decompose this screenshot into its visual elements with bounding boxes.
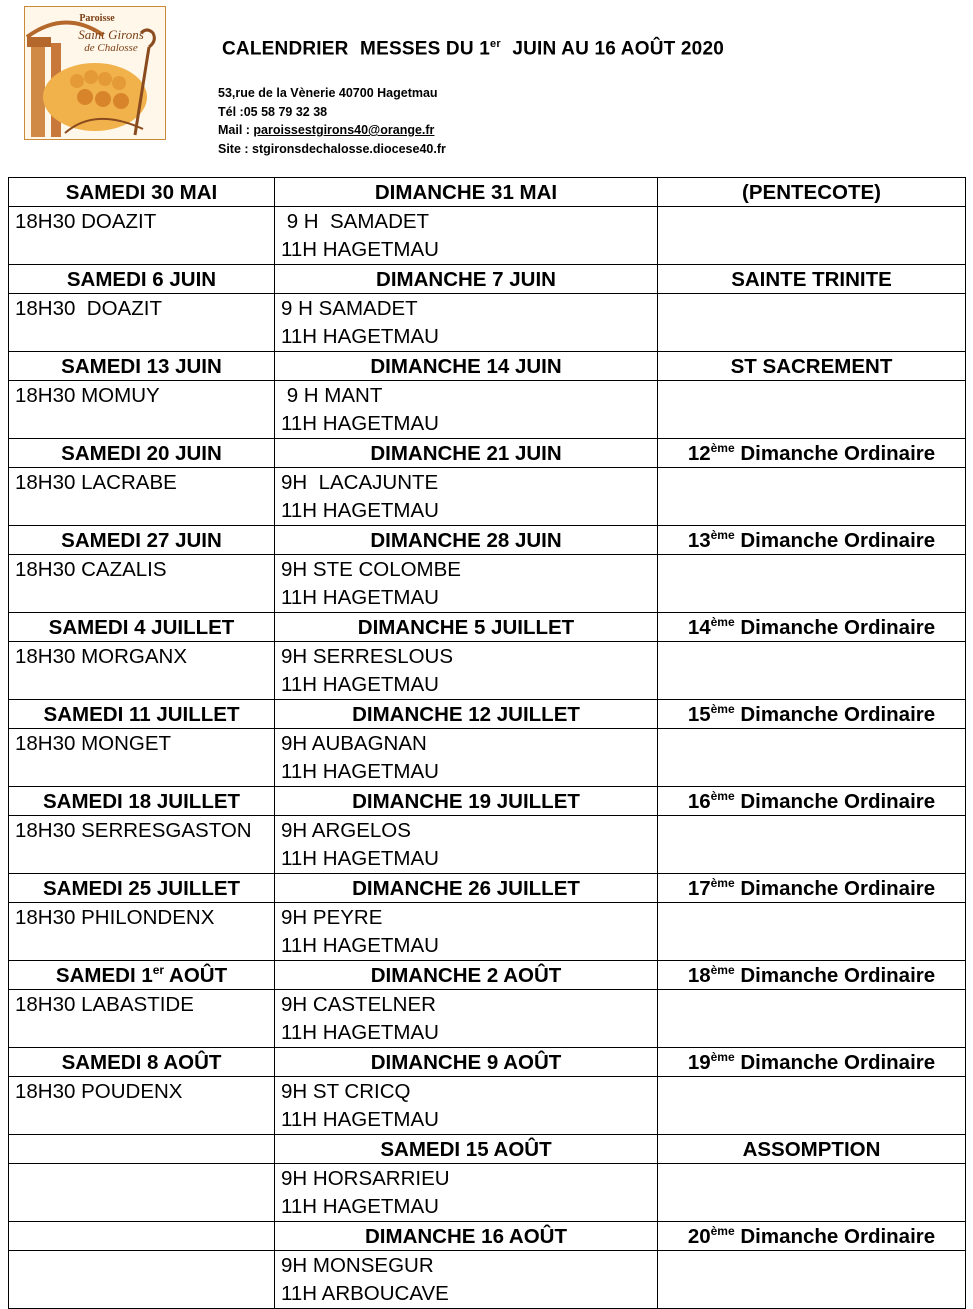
liturgical-feast: [658, 178, 966, 207]
saturday-mass: [9, 729, 275, 787]
sunday-mass-line-2: 11H HAGETMAU: [281, 499, 439, 522]
sunday-date: DIMANCHE 16 AOÛT: [275, 1222, 658, 1251]
sunday-mass-line-2: 11H ARBOUCAVE: [281, 1282, 449, 1305]
feast-notes: [658, 729, 966, 787]
sunday-mass-line-2: 11H HAGETMAU: [281, 325, 439, 348]
week-header-row: [9, 352, 966, 381]
feast-notes: [658, 381, 966, 439]
week-header-row: [9, 961, 966, 990]
sunday-mass-line-1: 9H AUBAGNAN: [281, 732, 427, 755]
saturday-date: [9, 961, 275, 990]
sunday-mass-line-2: 11H HAGETMAU: [281, 1108, 439, 1131]
sunday-mass-line-1: 9H PEYRE: [281, 906, 383, 929]
liturgical-feast: [658, 1135, 966, 1164]
saturday-mass-line: 18H30 MONGET: [15, 732, 172, 755]
title-sup: er: [490, 38, 501, 50]
sunday-mass-line-2: 11H HAGETMAU: [281, 673, 439, 696]
feast-number: 18: [687, 963, 711, 987]
saturday-date-text: SAMEDI 11 JUILLET: [43, 702, 240, 726]
feast-notes: [658, 903, 966, 961]
saturday-mass: [9, 1077, 275, 1135]
feast-notes: [658, 1077, 966, 1135]
week-mass-row: [9, 1077, 966, 1135]
saturday-date: [9, 439, 275, 468]
sunday-masses: [275, 294, 658, 352]
sunday-mass-line-1: 9H ST CRICQ: [281, 1080, 411, 1103]
week-mass-row: [9, 381, 966, 439]
sunday-mass-line-1: 9 H SAMADET: [281, 210, 430, 233]
feast-number: 16: [687, 789, 711, 813]
feast-text: Dimanche Ordinaire: [734, 615, 936, 639]
feast-text: (PENTECOTE): [742, 180, 881, 204]
feast-text: ST SACREMENT: [730, 354, 893, 378]
title-part2: MESSES DU 1: [360, 38, 491, 60]
sunday-date: DIMANCHE 2 AOÛT: [275, 961, 658, 990]
liturgical-feast: [658, 1048, 966, 1077]
saturday-mass: [9, 207, 275, 265]
liturgical-feast: [658, 265, 966, 294]
feast-text: Dimanche Ordinaire: [734, 441, 936, 465]
saturday-mass-line: 18H30 MOMUY: [15, 384, 160, 407]
saturday-mass-line: 18H30 SERRESGASTON: [15, 819, 252, 842]
feast-number: 14: [687, 615, 711, 639]
week-header-row: [9, 874, 966, 903]
sunday-mass-line-1: 9H CASTELNER: [281, 993, 436, 1016]
sunday-mass-line-2: 11H HAGETMAU: [281, 412, 439, 435]
saturday-date: [9, 526, 275, 555]
sunday-masses: [275, 729, 658, 787]
week-mass-row: [9, 1251, 966, 1309]
week-header-row: [9, 613, 966, 642]
saturday-date: [9, 1048, 275, 1077]
logo-parish-label: Paroisse: [79, 13, 115, 24]
liturgical-feast: [658, 613, 966, 642]
feast-notes: [658, 207, 966, 265]
logo-name-line2: de Chalosse: [84, 42, 138, 54]
week-mass-row: [9, 1164, 966, 1222]
sunday-mass-line-1: 9H SERRESLOUS: [281, 645, 454, 668]
sunday-date: DIMANCHE 14 JUIN: [275, 352, 658, 381]
feast-text: Dimanche Ordinaire: [734, 1050, 936, 1074]
sunday-masses: [275, 1164, 658, 1222]
sunday-mass-line-2: 11H HAGETMAU: [281, 586, 439, 609]
feast-text: Dimanche Ordinaire: [734, 528, 936, 552]
sunday-masses: [275, 468, 658, 526]
feast-number: 17: [687, 876, 711, 900]
sunday-mass-line-2: 11H HAGETMAU: [281, 238, 439, 261]
week-mass-row: [9, 816, 966, 874]
page-title: [222, 38, 724, 60]
feast-text: Dimanche Ordinaire: [734, 702, 936, 726]
address: 53,rue de la Vènerie 40700 Hagetmau: [218, 86, 438, 100]
site: Site : stgironsdechalosse.diocese40.fr: [218, 141, 446, 156]
sunday-date: DIMANCHE 31 MAI: [275, 178, 658, 207]
saturday-mass: [9, 990, 275, 1048]
saturday-mass-line: 18H30 LACRABE: [15, 471, 177, 494]
saturday-date: [9, 1222, 275, 1251]
saturday-mass-line: 18H30 LABASTIDE: [15, 993, 194, 1016]
mass-calendar-table: [8, 177, 966, 1309]
saturday-mass: [9, 1251, 275, 1309]
saturday-date: [9, 178, 275, 207]
week-mass-row: [9, 468, 966, 526]
saturday-date-text: SAMEDI 20 JUIN: [61, 441, 222, 465]
saturday-date-text: SAMEDI 8 AOÛT: [61, 1050, 222, 1074]
sunday-masses: [275, 903, 658, 961]
sunday-masses: [275, 1251, 658, 1309]
sunday-mass-line-2: 11H HAGETMAU: [281, 1195, 439, 1218]
liturgical-feast: [658, 700, 966, 729]
saturday-date: [9, 265, 275, 294]
saturday-date-text: SAMEDI 13 JUIN: [61, 354, 222, 378]
sunday-date: DIMANCHE 26 JUILLET: [275, 874, 658, 903]
saturday-date-text: SAMEDI 6 JUIN: [66, 267, 217, 291]
saturday-mass: [9, 468, 275, 526]
sunday-mass-line-1: 9 H MANT: [281, 384, 383, 407]
feast-notes: [658, 555, 966, 613]
saturday-mass: [9, 816, 275, 874]
feast-text: SAINTE TRINITE: [731, 267, 892, 291]
saturday-mass-line: 18H30 CAZALIS: [15, 558, 167, 581]
saturday-date-text: SAMEDI 27 JUIN: [61, 528, 222, 552]
contact-block: [218, 84, 446, 158]
saturday-mass-line: 18H30 MORGANX: [15, 645, 188, 668]
sunday-date: SAMEDI 15 AOÛT: [275, 1135, 658, 1164]
liturgical-feast: [658, 1222, 966, 1251]
phone: Tél :05 58 79 32 38: [218, 104, 328, 119]
title-part3: JUIN AU 16 AOÛT 2020: [512, 38, 724, 60]
week-header-row: [9, 700, 966, 729]
week-mass-row: [9, 207, 966, 265]
sunday-mass-line-2: 11H HAGETMAU: [281, 847, 439, 870]
week-header-row: [9, 1048, 966, 1077]
feast-number: 19: [687, 1050, 711, 1074]
parish-logo: [24, 6, 166, 140]
liturgical-feast: [658, 526, 966, 555]
week-header-row: [9, 178, 966, 207]
sunday-masses: [275, 381, 658, 439]
sunday-masses: [275, 1077, 658, 1135]
saturday-date-text: SAMEDI 25 JUILLET: [42, 876, 241, 900]
saturday-date-text: SAMEDI 4 JUILLET: [48, 615, 235, 639]
week-mass-row: [9, 903, 966, 961]
sunday-masses: [275, 990, 658, 1048]
liturgical-feast: [658, 874, 966, 903]
saturday-mass: [9, 381, 275, 439]
liturgical-feast: [658, 787, 966, 816]
sunday-masses: [275, 642, 658, 700]
feast-sup: ème: [710, 614, 735, 629]
sunday-masses: [275, 816, 658, 874]
feast-text: Dimanche Ordinaire: [734, 963, 936, 987]
sunday-date: DIMANCHE 19 JUILLET: [275, 787, 658, 816]
saturday-date: [9, 352, 275, 381]
week-header-row: [9, 1222, 966, 1251]
saturday-date-suffix: AOÛT: [164, 963, 228, 987]
feast-sup: ème: [710, 701, 735, 716]
saturday-date: [9, 1135, 275, 1164]
feast-sup: ème: [710, 1223, 735, 1238]
week-header-row: [9, 787, 966, 816]
saturday-mass: [9, 294, 275, 352]
sunday-date: DIMANCHE 7 JUIN: [275, 265, 658, 294]
saturday-date-text: SAMEDI 30 MAI: [65, 180, 218, 204]
mail-line: [218, 121, 446, 140]
saturday-date-text: SAMEDI 18 JUILLET: [42, 789, 241, 813]
feast-sup: ème: [710, 527, 735, 542]
saturday-date: [9, 700, 275, 729]
liturgical-feast: [658, 961, 966, 990]
sunday-date: DIMANCHE 5 JUILLET: [275, 613, 658, 642]
week-header-row: [9, 439, 966, 468]
week-mass-row: [9, 990, 966, 1048]
feast-text: ASSOMPTION: [742, 1137, 881, 1161]
saturday-mass-line: 18H30 PHILONDENX: [15, 906, 215, 929]
logo-name-line1: Saint Girons: [78, 27, 144, 42]
week-mass-row: [9, 555, 966, 613]
feast-number: 12: [687, 441, 711, 465]
sunday-date: DIMANCHE 21 JUIN: [275, 439, 658, 468]
saturday-date-sup: er: [152, 962, 165, 977]
feast-notes: [658, 816, 966, 874]
feast-notes: [658, 1164, 966, 1222]
saturday-mass-line: 18H30 DOAZIT: [15, 297, 162, 320]
feast-number: 20: [687, 1224, 711, 1248]
feast-notes: [658, 642, 966, 700]
feast-sup: ème: [710, 440, 735, 455]
saturday-mass-line: 18H30 POUDENX: [15, 1080, 183, 1103]
saturday-date: [9, 613, 275, 642]
sunday-mass-line-1: 9 H SAMADET: [281, 297, 418, 320]
week-header-row: [9, 1135, 966, 1164]
sunday-masses: [275, 207, 658, 265]
title-part1: CALENDRIER: [222, 38, 349, 60]
saturday-mass: [9, 642, 275, 700]
feast-notes: [658, 1251, 966, 1309]
feast-notes: [658, 294, 966, 352]
week-mass-row: [9, 642, 966, 700]
sunday-mass-line-2: 11H HAGETMAU: [281, 1021, 439, 1044]
feast-sup: ème: [710, 788, 735, 803]
sunday-date: DIMANCHE 9 AOÛT: [275, 1048, 658, 1077]
liturgical-feast: [658, 439, 966, 468]
sunday-mass-line-1: 9H STE COLOMBE: [281, 558, 461, 581]
feast-number: 15: [687, 702, 711, 726]
feast-text: Dimanche Ordinaire: [734, 876, 936, 900]
feast-sup: ème: [710, 1049, 735, 1064]
sunday-mass-line-2: 11H HAGETMAU: [281, 760, 439, 783]
saturday-mass: [9, 903, 275, 961]
week-header-row: [9, 526, 966, 555]
liturgical-feast: [658, 352, 966, 381]
sunday-date: DIMANCHE 28 JUIN: [275, 526, 658, 555]
sunday-date: DIMANCHE 12 JUILLET: [275, 700, 658, 729]
mail-link[interactable]: paroissestgirons40@orange.fr: [253, 123, 435, 137]
mail-label: Mail :: [218, 123, 254, 137]
sunday-mass-line-1: 9H HORSARRIEU: [281, 1167, 450, 1190]
feast-text: Dimanche Ordinaire: [734, 789, 936, 813]
sunday-masses: [275, 555, 658, 613]
feast-text: Dimanche Ordinaire: [734, 1224, 936, 1248]
week-mass-row: [9, 729, 966, 787]
saturday-mass: [9, 555, 275, 613]
saturday-date: [9, 874, 275, 903]
sunday-mass-line-1: 9H MONSEGUR: [281, 1254, 434, 1277]
week-mass-row: [9, 294, 966, 352]
feast-number: 13: [687, 528, 711, 552]
sunday-mass-line-1: 9H ARGELOS: [281, 819, 411, 842]
saturday-date-text: SAMEDI 1: [55, 963, 153, 987]
saturday-date: [9, 787, 275, 816]
feast-sup: ème: [710, 875, 735, 890]
feast-sup: ème: [710, 962, 735, 977]
feast-notes: [658, 990, 966, 1048]
saturday-mass: [9, 1164, 275, 1222]
parish-logo-artwork: [25, 7, 165, 139]
saturday-mass-line: 18H30 DOAZIT: [15, 210, 157, 233]
feast-notes: [658, 468, 966, 526]
sunday-mass-line-1: 9H LACAJUNTE: [281, 471, 439, 494]
sunday-mass-line-2: 11H HAGETMAU: [281, 934, 439, 957]
week-header-row: [9, 265, 966, 294]
